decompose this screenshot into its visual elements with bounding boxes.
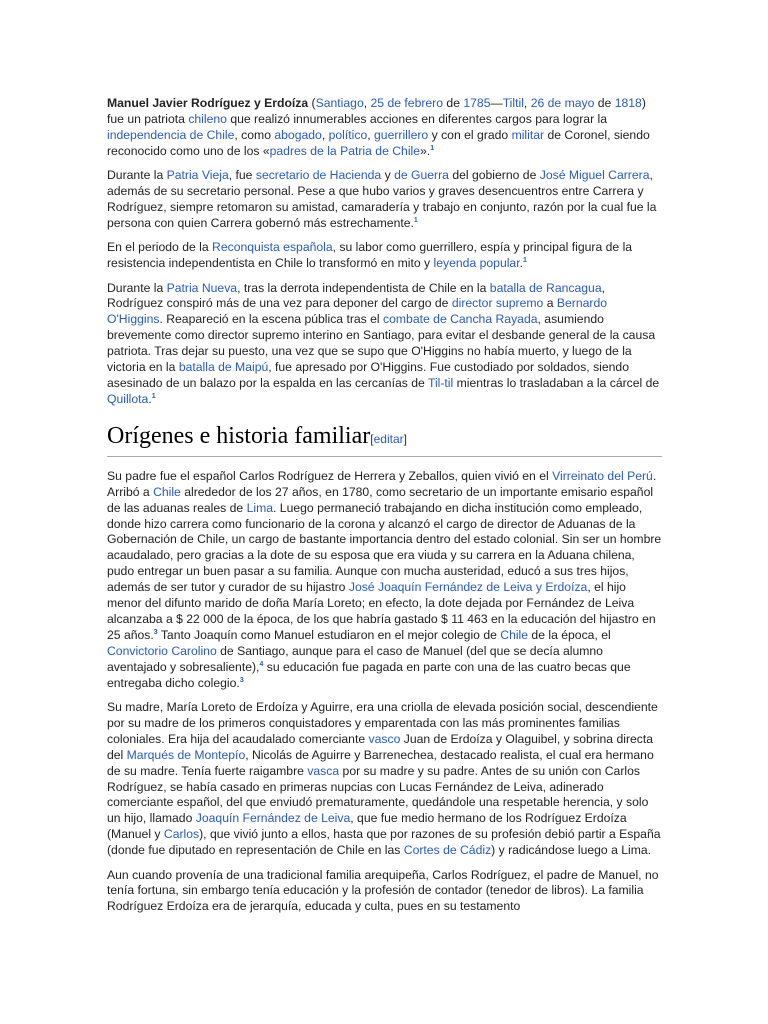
wiki-link[interactable]: abogado bbox=[274, 127, 322, 142]
body-text: y bbox=[381, 168, 395, 183]
citation-reference[interactable]: 3 bbox=[153, 628, 158, 636]
family-paragraph bbox=[107, 868, 662, 916]
edit-section-link[interactable]: editar bbox=[373, 431, 404, 446]
body-text: del gobierno de bbox=[448, 168, 540, 183]
body-text: , el hijo menor del difunto marido de doña María Loreto; en efecto, la dote dejada por Fernández de Leiva alcanzaba a $ 22 000 de la época, de los que habría gastado $ 11 463 en la educación del hijastro en 25 años. bbox=[107, 580, 656, 642]
wiki-link[interactable]: Lima bbox=[246, 500, 274, 515]
body-text: Su madre, María Loreto de Erdoíza y Aguirre, era una criolla de elevada posición social, descendiente por su madre de los primeros conquistadores y emparentada con las más prominentes familias coloniales. Era hija del acaudalado comerciante bbox=[107, 700, 658, 746]
wiki-link[interactable]: secretario de Hacienda bbox=[255, 168, 382, 183]
body-text: , además de su secretario personal. Pese a que hubo varios y graves desencuentros entre Carrera y Rodríguez, siempre retomaron su amistad, camaradería y trabajo en conjunto, razón por la cual fue la persona con quien Carrera gobernó más estrechamente. bbox=[107, 168, 657, 230]
body-text: — bbox=[490, 96, 503, 110]
body-text: Durante la bbox=[107, 280, 167, 295]
mother-paragraph bbox=[107, 700, 662, 859]
wiki-link[interactable]: Joaquín Fernández de Leiva bbox=[195, 811, 351, 826]
body-text: , fue apresado por O'Higgins. Fue custodiado por soldados, siendo asesinado de un balazo por la espalda en las cercanías de bbox=[107, 360, 629, 390]
wiki-link[interactable]: Convictorio Carolino bbox=[107, 643, 217, 658]
wiki-link[interactable]: Reconquista española bbox=[212, 240, 333, 255]
body-text: . Reapareció en la escena pública tras el bbox=[159, 312, 384, 327]
citation-reference[interactable]: 4 bbox=[259, 660, 264, 668]
body-text: Aun cuando provenía de una tradicional familia arequipeña, Carlos Rodríguez, el padre de Manuel, no tenía fortuna, sin embargo tenía educación y la profesión de contador (tenedor de libros). La familia Rodríguez Erdoíza era de jerarquía, educada y culta, pues en su testamento bbox=[107, 867, 659, 914]
body-text: por su madre y su padre. Antes de su unión con Carlos Rodríguez, se había casado en primeras nupcias con Lucas Fernández de Leiva, adinerado comerciante español, del que enviudó prematuramente, quedándole una respetable herencia, y solo un hijo, llamado bbox=[107, 763, 649, 826]
article-subject-name: Manuel Javier Rodríguez y Erdoíza bbox=[107, 96, 309, 110]
wiki-link[interactable]: batalla de Rancagua bbox=[489, 280, 602, 295]
wiki-link[interactable]: director supremo bbox=[451, 296, 544, 311]
wiki-link[interactable]: 25 de febrero bbox=[370, 96, 444, 110]
intro-paragraph bbox=[107, 96, 662, 160]
wiki-link[interactable]: combate de Cancha Rayada bbox=[383, 312, 538, 327]
father-paragraph bbox=[107, 469, 662, 692]
body-text: , Nicolás de Aguirre y Barrenechea, destacado realista, el cual era hermano de su madre. Tenía fuerte raigambre bbox=[107, 747, 654, 778]
wiki-link[interactable]: Carlos bbox=[163, 827, 200, 842]
body-text: . Arribó a bbox=[107, 468, 657, 499]
body-text: alrededor de los 27 años, en 1780, como secretario de un importante emisario español de las aduanas reales de bbox=[107, 484, 654, 515]
body-text: , bbox=[523, 96, 531, 110]
wiki-link[interactable]: independencia de Chile bbox=[107, 127, 235, 142]
body-text: ( bbox=[308, 96, 316, 110]
wiki-link[interactable]: José Joaquín Fernández de Leiva y Erdoíza bbox=[348, 580, 588, 595]
wiki-link[interactable]: Patria Nueva bbox=[166, 280, 238, 295]
citation-reference[interactable]: 1 bbox=[522, 257, 527, 265]
wiki-link[interactable]: chileno bbox=[188, 111, 227, 126]
body-text: y con el grado bbox=[428, 127, 512, 142]
wiki-link[interactable]: Bernardo O'Higgins bbox=[107, 296, 608, 327]
wiki-link[interactable]: Cortes de Cádiz bbox=[403, 843, 492, 858]
body-text: , fue bbox=[228, 168, 256, 183]
body-text: ». bbox=[420, 143, 431, 158]
section-heading bbox=[107, 422, 662, 457]
body-text: ) fue un patriota bbox=[107, 96, 646, 126]
body-text: Juan de Erdoíza y Olaguibel, y sobrina directa del bbox=[107, 731, 654, 762]
body-text: , bbox=[363, 96, 371, 110]
wiki-link[interactable]: 1785 bbox=[463, 96, 491, 110]
body-text: . bbox=[519, 256, 523, 271]
body-text: Su padre fue el español Carlos Rodríguez de Herrera y Zeballos, quien vivió en el bbox=[107, 468, 553, 483]
wiki-link[interactable]: guerrillero bbox=[374, 127, 429, 142]
edit-section-control: [editar] bbox=[370, 431, 407, 446]
wiki-link[interactable]: vasca bbox=[307, 763, 340, 778]
article-body bbox=[107, 96, 662, 924]
wiki-link[interactable]: militar bbox=[511, 127, 545, 142]
wiki-link[interactable]: Til-til bbox=[427, 376, 454, 390]
body-text: , asumiendo brevemente como director supremo interino en Santiago, para evitar el desbande general de la causa patriota. Tras dejar su puesto, una vez que se supo que O'Higgins no había muerto, y luego de la victoria en la bbox=[107, 312, 656, 375]
body-text: . Luego permaneció trabajando en dicha institución como empleado, donde hizo carrera como funcionario de la corona y alcanzó el cargo de director de Aduanas de la Gobernación de Chile, un cargo de bastante importancia dentro del estado colonial. Sin ser un hombre acaudalado, pero gracias a la dote de su esposa que era viuda y su carrera en la Aduana chilena, pudo entregar un buen pasar a su familia. Aunque con mucha austeridad, educó a sus tres hijos, además de ser tutor y curador de su hijastro bbox=[107, 500, 662, 595]
wiki-link[interactable]: José Miguel Carrera bbox=[539, 168, 650, 183]
body-text: de bbox=[594, 96, 615, 110]
body-text: , su labor como guerrillero, espía y principal figura de la resistencia independentista en Chile lo transformó en mito y bbox=[107, 240, 633, 271]
wiki-link[interactable]: padres de la Patria de Chile bbox=[269, 143, 421, 158]
patria-vieja-paragraph bbox=[107, 168, 662, 232]
citation-reference[interactable]: 1 bbox=[151, 392, 156, 400]
wiki-link[interactable]: batalla de Maipú bbox=[178, 360, 269, 375]
body-text: , que fue medio hermano de los Rodríguez Erdoíza (Manuel y bbox=[107, 811, 627, 842]
citation-reference[interactable]: 1 bbox=[430, 144, 435, 152]
wiki-link[interactable]: Quillota bbox=[107, 391, 149, 406]
body-text: de bbox=[443, 96, 464, 110]
body-text: de Coronel, siendo reconocido como uno de los « bbox=[107, 127, 650, 158]
body-text: En el periodo de la bbox=[107, 240, 213, 255]
body-text: mientras lo trasladaban a la cárcel de bbox=[453, 376, 660, 390]
body-text: de Santiago, aunque para el caso de Manuel (del que se decía alumno aventajado y sobresaliente), bbox=[107, 643, 603, 674]
body-text: , bbox=[321, 127, 329, 142]
body-text: , como bbox=[234, 127, 275, 142]
wiki-link[interactable]: leyenda popular bbox=[433, 256, 520, 271]
wiki-link[interactable]: Marqués de Montepío bbox=[126, 747, 246, 762]
wiki-link[interactable]: Virreinato del Perú bbox=[552, 468, 653, 483]
wiki-link[interactable]: Chile bbox=[153, 484, 181, 499]
wiki-link[interactable]: de Guerra bbox=[394, 168, 449, 183]
citation-reference[interactable]: 3 bbox=[239, 676, 244, 684]
reconquista-paragraph bbox=[107, 240, 662, 272]
body-text: que realizó innumerables acciones en diferentes cargos para lograr la bbox=[226, 111, 607, 126]
body-text: , bbox=[367, 127, 375, 142]
body-text: su educación fue pagada en parte con una de las cuatro becas que entregaba dicho colegio. bbox=[107, 659, 631, 690]
wiki-link[interactable]: político bbox=[328, 127, 368, 142]
wiki-link[interactable]: 1818 bbox=[614, 96, 642, 110]
body-text: ), que vivió junto a ellos, hasta que por razones de su profesión debió partir a España (donde fue diputado en representación de Chile en las bbox=[107, 827, 661, 858]
wiki-link[interactable]: Tiltil bbox=[502, 96, 524, 110]
body-text: de la época, el bbox=[528, 627, 611, 642]
wiki-link[interactable]: Patria Vieja bbox=[166, 168, 229, 183]
wiki-link[interactable]: Chile bbox=[500, 627, 529, 642]
wiki-link[interactable]: 26 de mayo bbox=[530, 96, 595, 110]
body-text: . bbox=[148, 391, 152, 406]
body-text: Durante la bbox=[107, 168, 167, 183]
body-text: , Rodríguez conspiró más de una vez para deponer del cargo de bbox=[107, 280, 605, 311]
wiki-link[interactable]: Santiago bbox=[315, 96, 364, 110]
patria-nueva-paragraph bbox=[107, 281, 662, 408]
body-text: a bbox=[543, 296, 557, 311]
body-text: , tras la derrota independentista de Chile en la bbox=[237, 280, 490, 295]
citation-reference[interactable]: 1 bbox=[413, 216, 418, 224]
section-title: Orígenes e historia familiar bbox=[107, 422, 371, 449]
body-text: ) y radicándose luego a Lima. bbox=[491, 843, 652, 858]
body-text: Tanto Joaquín como Manuel estudiaron en el mejor colegio de bbox=[157, 627, 501, 642]
wiki-link[interactable]: vasco bbox=[368, 731, 401, 746]
